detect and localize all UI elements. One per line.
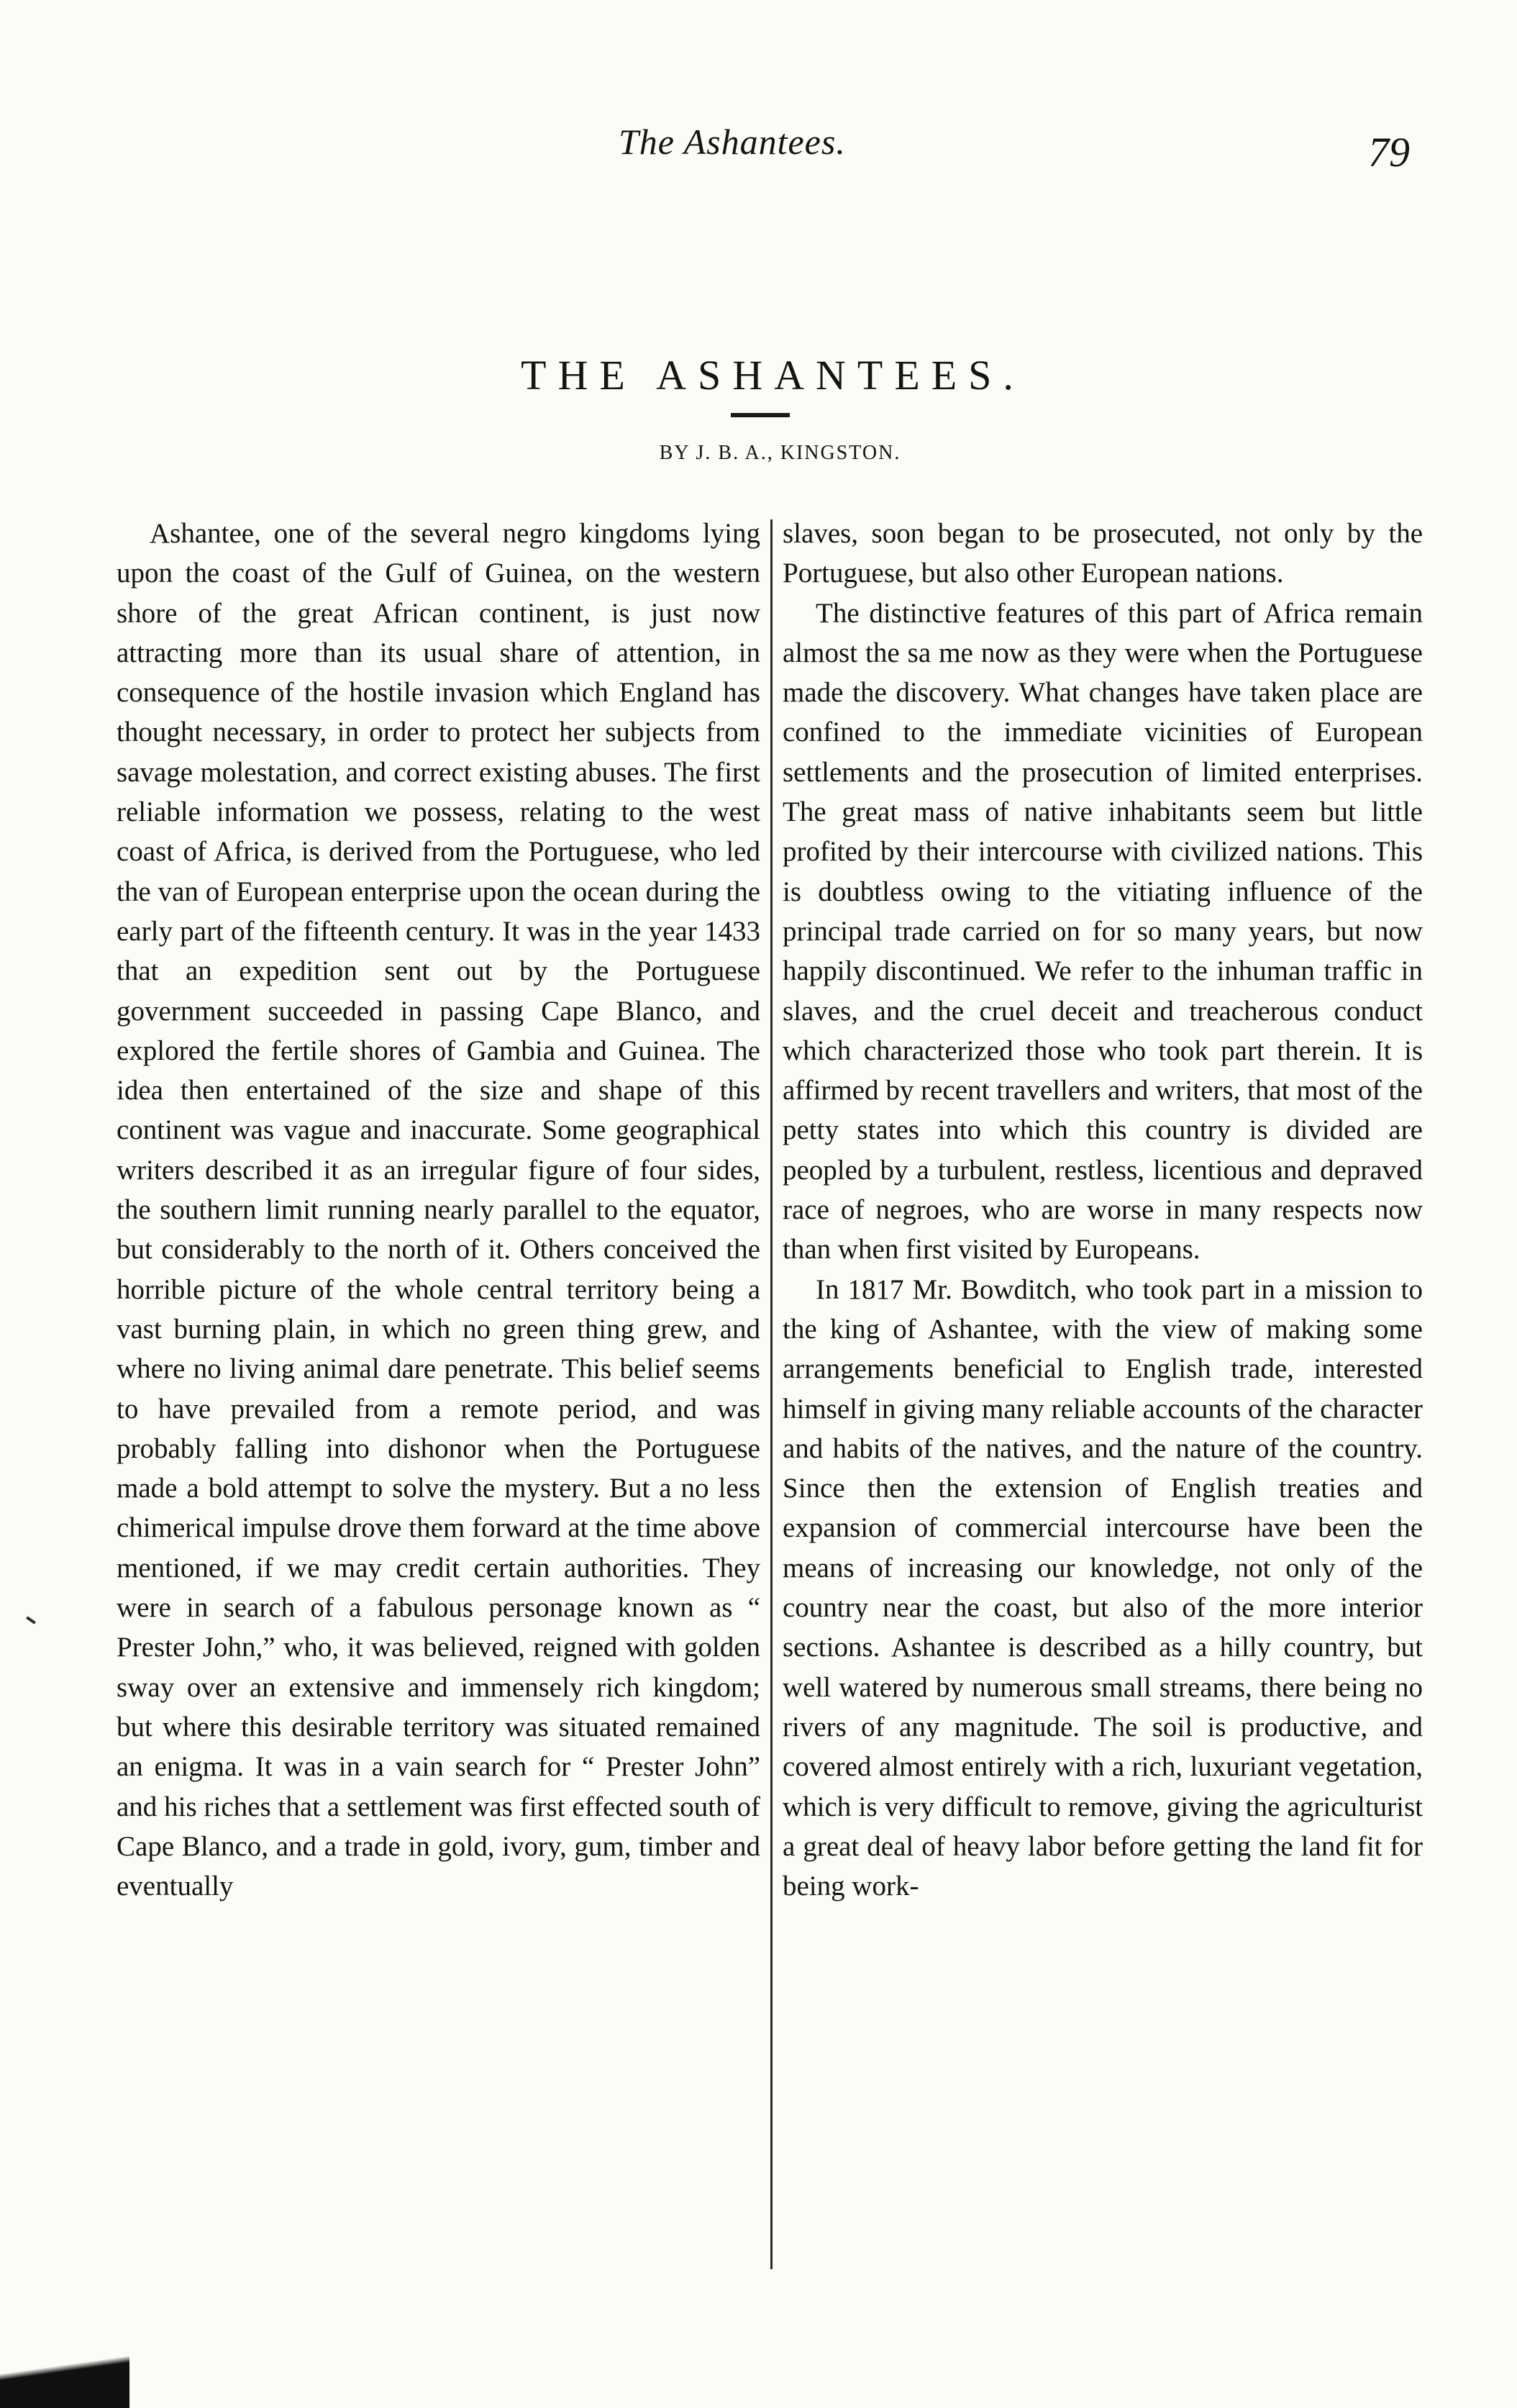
left-paragraph-1: Ashantee, one of the several negro kingdoms lying upon the coast of the Gulf of Guinea, on the western shore of the great African continent, is just now attracting more than its usual share of attention, in consequence of the hostile invasion which England has thought necessary, in order to protect her subjects from savage molestation, and correct existing abuses. The first reliable information we possess, relating to the west coast of Africa, is derived from the Portuguese, who led the van of European enterprise upon the ocean during the early part of the fifteenth century. It was in the year 1433 that an expedition sent out by the Portuguese government succeeded in passing Cape Blanco, and explored the fertile shores of Gambia and Guinea. The idea then entertained of the size and shape of this continent was vague and inaccurate. Some geographical writers described it as an irregular figure of four sides, the southern limit running nearly parallel to the equator, but considerably to the north of it. Others conceived the horrible picture of the whole central territory being a vast burning plain, in which no green thing grew, and where no living animal dare penetrate. This belief seems to have prevailed from a remote period, and was probably falling into dishonor when the Portuguese made a bold attempt to solve the mystery. But a no less chimerical impulse drove them forward at the time above mentioned, if we may credit certain authorities. They were in search of a fabulous personage known as “ Prester John,” who, it was believed, reigned with golden sway over an extensive and immensely rich kingdom; but where this desirable territory was situated remained an enigma. It was in a vain search for “ Prester John” and his riches that a settlement was first effected south of Cape Blanco, and a trade in gold, ivory, gum, timber and eventually [117,518,760,1902]
stray-ink-mark [26,1616,36,1624]
running-title: The Ashantees. [619,122,846,162]
article-title: THE ASHANTEES. [521,352,1025,399]
page-number: 79 [1368,129,1410,176]
title-rule [731,413,790,417]
byline: BY J. B. A., KINGSTON. [659,442,901,464]
right-paragraph-3: In 1817 Mr. Bowditch, who took part in a mission to the king of Ashantee, with the view of making some arrangements beneficial to English trade, interested himself in giving many reliable accounts of the character and habits of the natives, and the nature of the country. Since then the extension of English treaties and expansion of commercial intercourse have been the means of increasing our knowledge, not only of the country near the coast, but also of the more interior sections. Ashantee is described as a hilly country, but well watered by numerous small streams, there being no rivers of any magnitude. The soil is productive, and covered almost entirely with a rich, luxuriant vegetation, which is very difficult to remove, giving the agriculturist a great deal of heavy labor before getting the land fit for being work- [783,1273,1423,1902]
left-column [117,514,760,1906]
right-paragraph-1: slaves, soon began to be prosecuted, not only by the Portuguese, but also other European nations. [783,518,1423,589]
column-divider [770,519,773,2269]
scan-edge-shadow [0,2331,129,2408]
right-column [783,514,1423,1906]
right-paragraph-2: The distinctive features of this part of Africa remain almost the sa me now as they were when the Portuguese made the discovery. What changes have taken place are confined to the immediate vicinities of European settlements and the prosecution of limited enterprises. The great mass of native inhabitants seem but little profited by their intercourse with civilized nations. This is doubtless owing to the vitiating influence of the principal trade carried on for so many years, but now happily discontinued. We refer to the inhuman traffic in slaves, and the cruel deceit and treacherous conduct which characterized those who took part therein. It is affirmed by recent travellers and writers, that most of the petty states into which this country is divided are peopled by a turbulent, restless, licentious and depraved race of negroes, who are worse in many respects now than when first visited by Europeans. [783,597,1423,1266]
